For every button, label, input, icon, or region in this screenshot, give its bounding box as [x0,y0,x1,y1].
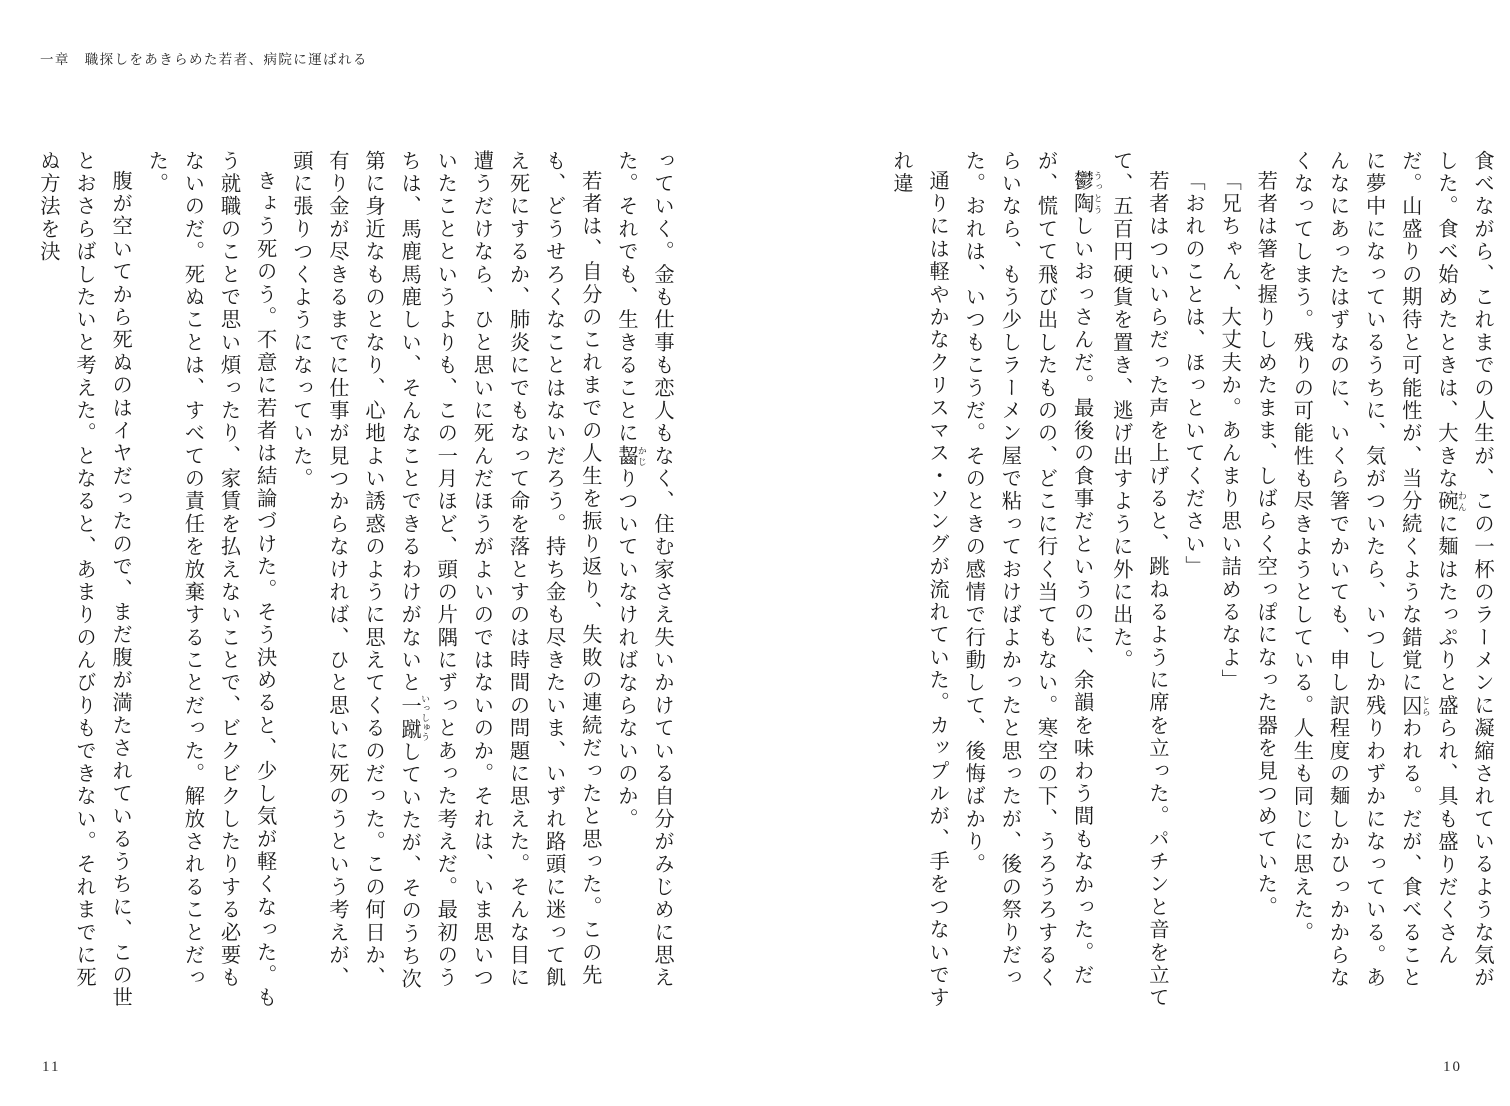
text-run: 腹が空いてから死ぬのはイヤだったので、まだ腹が満たされているうちに、この世とおさらばしたいと考えた。となると、あまりのんびりもできない。それまでに死ぬ方法を決 [36,150,132,1010]
paragraph [138,150,283,1010]
ruby-base: 囚 [1398,694,1421,718]
body-text-left [36,150,680,1010]
text-run: 若者は、自分のこれまでの人生を振り返り、失敗の連続だったと思った。この先も、どうせろくなことはないだろう。持ち金も尽きたいま、いずれ路頭に迷って飢え死にするか、肺炎にでもなって命を落とすのは時間の問題に思えた。そんな目に遭うだけなら、ひと思いに死んだほうがよいのではないのか。それは、いま思いついたことというよりも、この一月ほど、頭の片隅にずっとあった考えだ。最初のうちは、馬鹿馬鹿しい、そんなことできるわけがないと [398,150,601,990]
text-run: われる。だが、食べることに夢中になっているうちに、気がついたら、いつしか残りわずかになっている。あんなにあったはずなのに、いくら箸でかいても、申し訳程度の麺しかひっかからなくなってしまう。残りの可能性も尽きようとしている。人生も同じに思えた。 [1290,150,1421,990]
paragraph [1247,150,1283,1010]
text-run: に麺はたっぷりと盛られ、具も盛りだくさんだ。山盛りの期待と可能性が、当分続くような錯覚に [1398,150,1457,967]
text-run: きょう死のう。不意に若者は結論づけた。そう決めると、少し気が軽くなった。もう就職のことで思い煩ったり、家賃を払えないことで、ビクビクしたりする必要もないのだ。死ぬことは、すべての責任を放棄することだった。解放されることだった。 [145,150,276,1010]
page-left [36,150,680,1010]
text-run: 通りには軽やかなクリスマス・ソングが流れていた。カップルが、手をつないですれ違 [890,150,949,1010]
text-run: りついていなければならないのか。 [614,467,637,831]
ruby-annotated-word [1434,490,1467,514]
paragraph [955,150,1103,1010]
page-number-right: 10 [1443,1059,1462,1075]
ruby-reading: うっとう [1092,170,1103,216]
body-text-right [840,150,1500,1010]
ruby-reading: かじ [636,444,647,468]
paragraph [1175,150,1211,1010]
paragraph [1283,150,1500,1010]
ruby-base: 一蹴 [398,694,421,742]
paragraph [883,150,955,1010]
ruby-reading: いっしゅう [420,694,431,742]
ruby-base: 碗 [1434,490,1457,514]
text-run: 「兄ちゃん、大丈夫か。あんまり思い詰めるなよ」 [1218,170,1241,693]
paragraph [1103,150,1175,1010]
ruby-annotated-word [398,694,431,742]
text-run: 若者はついいらだった声を上げると、跳ねるように席を立った。パチンと音を立てて、五百円硬貨を置き、逃げ出すように外に出た。 [1109,150,1168,1010]
running-head-chapter-title: 一章 職探しをあきらめた若者、病院に運ばれる [40,52,368,67]
ruby-reading: とら [1420,694,1431,718]
page-number-left: 11 [42,1059,61,1075]
text-run: っていく。金も仕事も恋人もなく、住む家さえ失いかけている自分がみじめに思えた。それでも、生きることに [614,150,673,990]
text-run: 若者は箸を握りしめたまま、しばらく空っぽになった器を見つめていた。 [1254,170,1277,920]
ruby-annotated-word [1070,170,1103,216]
ruby-reading: わん [1456,490,1467,514]
paragraph [608,150,680,1010]
text-run: 食べながら、これまでの人生が、この一杯のラーメンに凝縮されているような気がした。食べ始めたときは、大きな [1434,150,1493,990]
paragraph [283,150,608,1010]
paragraph [1211,150,1247,1010]
ruby-annotated-word [614,444,647,468]
ruby-base: 齧 [614,444,637,468]
text-run: 「おれのことは、ほっといてください」 [1182,170,1204,579]
text-run: していたが、そのうち次第に身近なものとなり、心地よい誘惑のように思えてくるのだった。この何日か、有り金が尽きるまでに仕事が見つからなければ、ひと思いに死のうという考えが、頭に張りつくようになっていた。 [289,150,421,991]
ruby-base: 鬱陶 [1070,170,1093,216]
page-right [840,150,1500,1010]
ruby-annotated-word [1398,694,1431,718]
text-run: しいおっさんだ。最後の食事だというのに、余韻を味わう間もなかった。だが、慌てて飛び出したものの、どこに行く当てもない。寒空の下、うろうろするくらいなら、もう少しラーメン屋で粘っておけばよかったと思ったが、後の祭りだった。おれは、いつもこうだ。そのときの感情で行動して、後悔ばかり。 [962,150,1093,990]
paragraph [30,150,138,1010]
